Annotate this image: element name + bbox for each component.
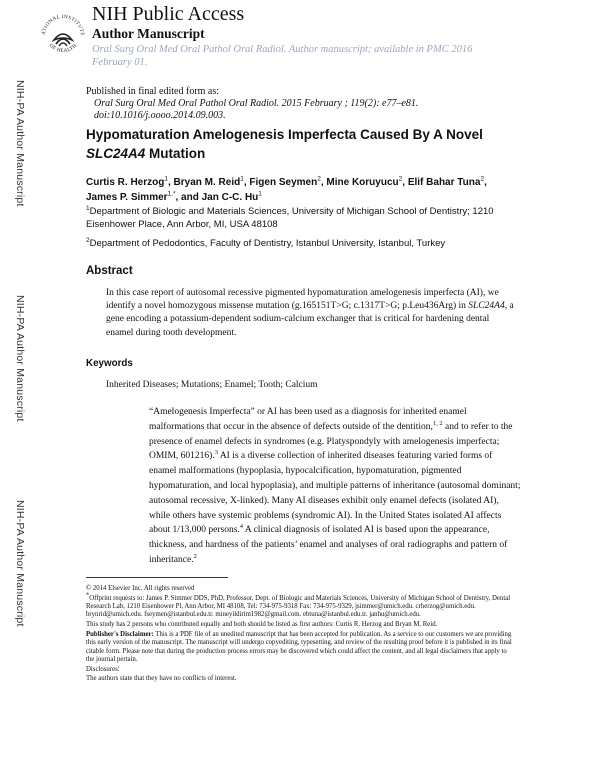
- citation-mark: 4: [239, 523, 244, 531]
- author-name: Curtis R. Herzog: [86, 177, 165, 188]
- author-separator: ,: [320, 177, 327, 188]
- footnote-divider: [86, 577, 228, 578]
- paper-title: [86, 125, 526, 163]
- abstract-text-part: , a gene encoding a potassium-dependent sodium-calcium exchanger that is critical for hardening dental enamel during tooth development.: [106, 301, 514, 338]
- svg-text:OF HEALTH: [48, 43, 79, 54]
- author-affiliation-mark: 1: [164, 175, 168, 183]
- keywords-heading: Keywords: [86, 358, 133, 369]
- manuscript-banner: [92, 3, 582, 69]
- title-part1: Hypomaturation Amelogenesis Imperfecta Caused By A Novel: [86, 127, 483, 142]
- citation-mark: 1, 2: [432, 419, 443, 427]
- affiliation-mark: 2: [86, 236, 90, 244]
- copyright-note: © 2014 Elsevier Inc. All rights reserved: [86, 585, 195, 592]
- citation-mark: 2: [193, 552, 197, 560]
- banner-subtitle: Author Manuscript: [92, 26, 205, 41]
- footnote-mark: *: [86, 591, 90, 599]
- author-affiliation-mark: 2: [398, 175, 403, 183]
- banner-citation: Oral Surg Oral Med Oral Pathol Oral Radiol. Author manuscript; available in PMC 2016 February 01.: [92, 44, 473, 68]
- body-paragraph: [149, 405, 521, 568]
- author-separator: , and: [175, 192, 202, 203]
- author-affiliation-mark: 1: [258, 190, 262, 198]
- author-name: Mine Koruyucu: [326, 177, 399, 188]
- author-separator: ,: [402, 177, 408, 188]
- published-final-note: [86, 86, 536, 122]
- logo-text-bottom: OF HEALTH: [47, 42, 79, 55]
- publisher-disclaimer: [86, 631, 516, 664]
- author-separator: ,: [243, 177, 250, 188]
- published-final-label: Published in final edited form as:: [86, 86, 220, 97]
- body-text: AI is a diverse collection of inherited diseases featuring varied forms of enamel malformations (hypoplasia, hypocalcification, hypomaturation, pigmented hypomaturation, and local hypoplasia), and multiple patterns of inheritance (autosomal dominant; autosomal recessive, X-linked). Many AI diseases exhibit only enamel defects (isolated AI), while others have systemic problems (syndromic AI). In the United States isolated AI affects about 1/13,000 persons.: [149, 451, 521, 536]
- author-name: Figen Seymen: [249, 177, 318, 188]
- abstract-text: [106, 287, 516, 340]
- disclosures-label: Disclosures:: [86, 665, 120, 673]
- logo-text-top: ATIONAL INSTITUTE: [40, 13, 86, 37]
- author-separator: ,: [167, 177, 174, 188]
- offprint-note: [86, 591, 516, 620]
- body-text: and to refer to the presence of enamel defects in syndromes (e.g. Platyspondyly with amelogenesis imperfecta; OMIM, 601216).: [149, 421, 513, 462]
- affiliation-text: Department of Pedodontics, Faculty of Dentistry, Istanbul University, Istanbul, Turkey: [89, 238, 446, 249]
- author-name: Jan C-C. Hu: [201, 192, 259, 203]
- title-gene: SLC24A4: [86, 146, 146, 161]
- title-part2: Mutation: [145, 146, 206, 161]
- banner-title: NIH Public Access: [92, 3, 245, 25]
- author-list: [86, 175, 526, 205]
- disclaimer-label: Publisher's Disclaimer:: [86, 630, 154, 638]
- nih-sidebar: [0, 80, 44, 720]
- published-final-citation: Oral Surg Oral Med Oral Pathol Oral Radiol. 2015 February ; 119(2): e77–e81. doi:10.1016/j.oooo.2014.09.003.: [94, 98, 419, 121]
- body-text: “Amelogenesis Imperfecta” or AI has been used as a diagnosis for inherited enamel malformations that occur in the absence of defects outside of the dentition,: [149, 407, 467, 432]
- citation-mark: 3: [214, 449, 218, 457]
- nih-seal-icon: [38, 6, 88, 62]
- disclosures-text: The authors state that they have no conflicts of interest.: [86, 675, 237, 683]
- abstract-heading: Abstract: [86, 265, 133, 277]
- author-name: Elif Bahar Tuna: [407, 177, 481, 188]
- keywords-text: Inherited Diseases; Mutations; Enamel; Tooth; Calcium: [106, 380, 318, 390]
- sidebar-label: NIH-PA Author Manuscript: [14, 295, 26, 422]
- author-affiliation-mark: 1,*: [167, 190, 176, 198]
- affiliation-mark: 1: [86, 204, 90, 212]
- affiliation-2: [86, 237, 526, 250]
- footnotes: [86, 585, 516, 685]
- disclaimer-text: This is a PDF file of an unedited manuscript that has been accepted for publication. As a service to our customers we are providing this early version of the manuscript. The manuscript will undergo copyediting, typesetting, and review of the resulting proof before it is published in its final citable form. Please note that during the production process errors may be discovered which could affect the content, and all legal disclaimers that apply to the journal pertain.: [86, 630, 512, 663]
- author-affiliation-mark: 1: [240, 175, 244, 183]
- author-affiliation-mark: 2: [317, 175, 321, 183]
- author-affiliation-mark: 2: [480, 175, 485, 183]
- author-separator: ,: [484, 177, 487, 188]
- body-text: A clinical diagnosis of isolated AI is based upon the appearance, thickness, and hardness of the patients’ enamel and analyses of oral radiographs and pattern of inheritance.: [149, 525, 508, 565]
- affiliation-text: Department of Biologic and Materials Sciences, University of Michigan School of Dentistry; 1210 Eisenhower Place, Ann Arbor, MI, USA 48108: [86, 206, 494, 230]
- offprint-text: Offprint requests to: James P. Simmer DDS, PhD, Professor, Dept. of Biologic and Materials Sciences, University of Michigan School of Dentistry, Dental Research Lab, 1210 Eisenhower Pl, Ann Arbor, MI 48108, Tel: 734-975-9318 Fax: 734-975-9329, jsimmer@umich.edu. crherzog@umich.edu. brynrid@umich.edu. fseymen@istanbul.edu.tr. mineyildirim1982@gmail.com. ebtuna@istanbul.edu.tr. janhu@umich.edu.: [86, 594, 511, 619]
- author-name: James P. Simmer: [86, 192, 168, 203]
- abstract-gene: SLC24A4: [468, 301, 505, 312]
- author-name: Bryan M. Reid: [173, 177, 241, 188]
- sidebar-label: NIH-PA Author Manuscript: [14, 500, 26, 627]
- svg-text:NATIONAL INSTITUTES: [38, 6, 85, 36]
- nih-logo: [38, 6, 88, 62]
- affiliation-1: [86, 205, 526, 231]
- abstract-text-part: In this case report of autosomal recessive pigmented hypomaturation amelogenesis imperfecta (AI), we identify a novel homozygous missense mutation (g.165151T>G; c.1317T>G; p.Leu436Arg) in: [106, 288, 499, 312]
- equal-contribution-note: This study has 2 persons who contributed equally and both should be listed as first authors: Curtis R. Herzog and Bryan M. Reid.: [86, 621, 438, 629]
- sidebar-label: NIH-PA Author Manuscript: [14, 80, 26, 207]
